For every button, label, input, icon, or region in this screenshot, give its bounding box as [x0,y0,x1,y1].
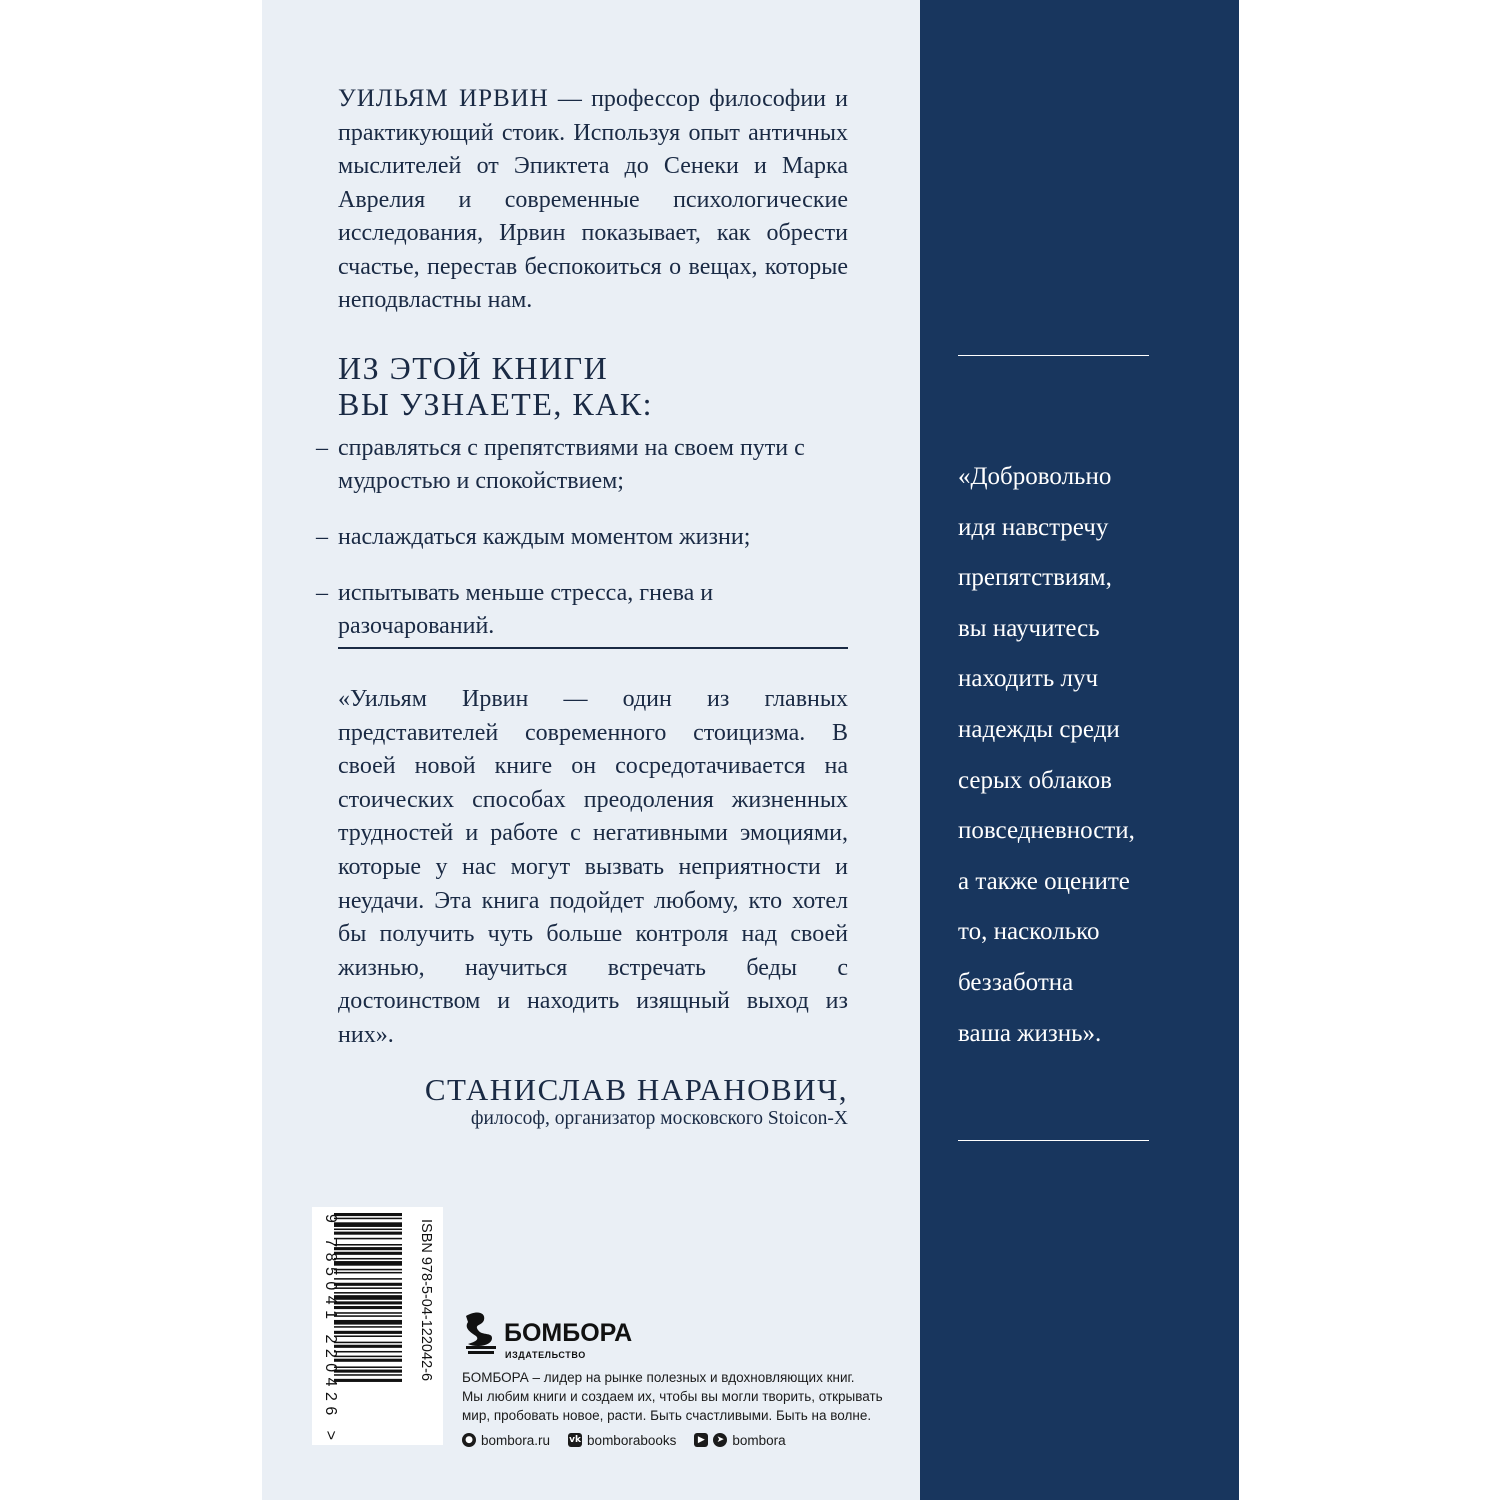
learn-list [316,432,856,666]
barcode-bar [334,1222,402,1227]
barcode-bar [334,1218,402,1220]
barcode-bar [334,1247,402,1250]
barcode-bar [334,1342,402,1344]
barcode-bar [334,1292,402,1294]
publisher-description-line: БОМБОРА – лидер на рынке полезных и вдохновляющих книг. [462,1370,855,1385]
learn-list-item [316,577,856,643]
reviewer-role: философ, организатор московского Stoicon-X [470,1108,848,1129]
barcode-bar [334,1331,402,1334]
publisher-subtitle: ИЗДАТЕЛЬСТВО [505,1350,586,1360]
isbn-barcode [312,1207,443,1445]
author-intro [338,82,848,318]
barcode-bar [334,1335,402,1337]
youtube-icon: ▶ [694,1433,708,1447]
side-quote-line: препятствиям, [958,564,1112,592]
side-quote-line: ваша жизнь». [958,1019,1102,1047]
list-dash: – [316,524,328,550]
barcode-bar [334,1320,402,1325]
barcode-bar [334,1326,402,1328]
learn-list-item-text: испытывать меньше стресса, гнева и разочарований. [338,580,714,639]
list-dash: – [316,580,328,606]
barcode-bar [334,1312,402,1314]
barcode-bar [334,1301,402,1304]
divider [338,647,848,649]
learn-heading-line-1: ИЗ ЭТОЙ КНИГИ [338,350,609,386]
publisher-description-line: мир, пробовать новое, расти. Быть счастливыми. Быть на волне. [462,1408,872,1423]
social-label: bomborabooks [587,1432,677,1448]
globe-icon: ● [462,1433,476,1447]
publisher-logo [462,1308,642,1363]
barcode-bar [334,1232,402,1235]
barcode-bar [334,1315,402,1317]
side-quote-line: вы научитесь [958,614,1100,642]
barcode-bar [334,1370,402,1373]
barcode-bar [334,1351,402,1353]
divider [958,1140,1149,1141]
barcode-icon [312,1207,443,1445]
divider [958,355,1149,356]
barcode-bar [334,1359,402,1362]
side-quote-line: находить луч [958,665,1099,693]
publisher-description [462,1368,902,1425]
social-vk[interactable] [568,1433,676,1448]
barcode-bar [334,1379,402,1382]
author-intro-text: — профессор философии и практикующий стоик. Используя опыт античных мыслителей от Эпиктета до Сенеки и Марка Аврелия и современные психологические исследования, Ирвин показывает, как обрести счастье, перестав беспокоиться о вещах, которые неподвластны нам. [338,86,848,313]
learn-list-item [316,521,856,554]
bombora-wave-icon [466,1313,496,1354]
barcode-bar [334,1258,402,1260]
barcode-bar [334,1213,402,1216]
barcode-bar [334,1261,402,1266]
barcode-digits: 9 785041 220426 > [322,1214,339,1440]
vk-icon: vk [569,1435,581,1445]
side-quote-line: надежды среди [958,715,1120,743]
barcode-bar [334,1283,402,1286]
barcode-bar [334,1252,402,1255]
barcode-bar [334,1306,402,1309]
side-quote [958,452,1218,1059]
publisher-socials [462,1430,786,1450]
barcode-bar [334,1269,402,1271]
side-quote-line: а также оцените [958,867,1130,895]
barcode-bar [334,1356,402,1358]
learn-heading [338,350,858,422]
review-quote: «Уильям Ирвин — один из главных представителей современного стоицизма. В своей новой книге он сосредотачивается на стоических способах преодоления жизненных трудностей и работе с негативными эмоциями, которые у нас могут вызвать неприятности и неудачи. Эта книга подойдет любому, кто хотел бы получить чуть больше контроля над своей жизнью, научиться встречать беды с достоинством и находить изящный выход из них». [338,686,848,1048]
learn-list-item-text: наслаждаться каждым моментом жизни; [338,524,751,550]
barcode-bar [334,1295,402,1300]
social-label: bombora [732,1432,786,1448]
side-quote-line: «Добровольно [958,463,1112,490]
isbn-text: ISBN 978-5-04-122042-6 [418,1219,434,1382]
telegram-icon: ➤ [713,1433,727,1447]
barcode-bar [334,1345,402,1348]
barcode-bar [334,1287,402,1289]
learn-heading-line-2: ВЫ УЗНАЕТЕ, КАК: [338,386,654,422]
side-quote-line: идя навстречу [958,513,1109,541]
reviewer-name: СТАНИСЛАВ НАРАНОВИЧ, [424,1072,848,1107]
barcode-bar [334,1366,402,1368]
side-quote-line: беззаботна [958,968,1074,996]
social-youtube-telegram[interactable] [694,1433,785,1448]
barcode-bar [334,1374,402,1376]
side-quote-line: то, насколько [958,918,1100,946]
barcode-bar [334,1244,402,1246]
publisher-description-line: Мы любим книги и создаем их, чтобы вы могли творить, открывать [462,1389,883,1404]
barcode-bar [334,1238,402,1240]
list-dash: – [316,435,328,461]
social-website[interactable] [462,1433,550,1448]
barcode-bar [334,1229,402,1231]
side-quote-line: серых облаков [958,766,1112,794]
author-name: УИЛЬЯМ ИРВИН [338,85,549,112]
barcode-bar [334,1272,402,1274]
side-quote-line: повседневности, [958,817,1135,845]
learn-list-item [316,432,856,498]
publisher-name: БОМБОРА [504,1319,633,1347]
learn-list-item-text: справляться с препятствиями на своем пути с мудростью и спокойствием; [338,435,805,494]
barcode-bar [334,1278,402,1280]
social-label: bombora.ru [481,1432,551,1448]
